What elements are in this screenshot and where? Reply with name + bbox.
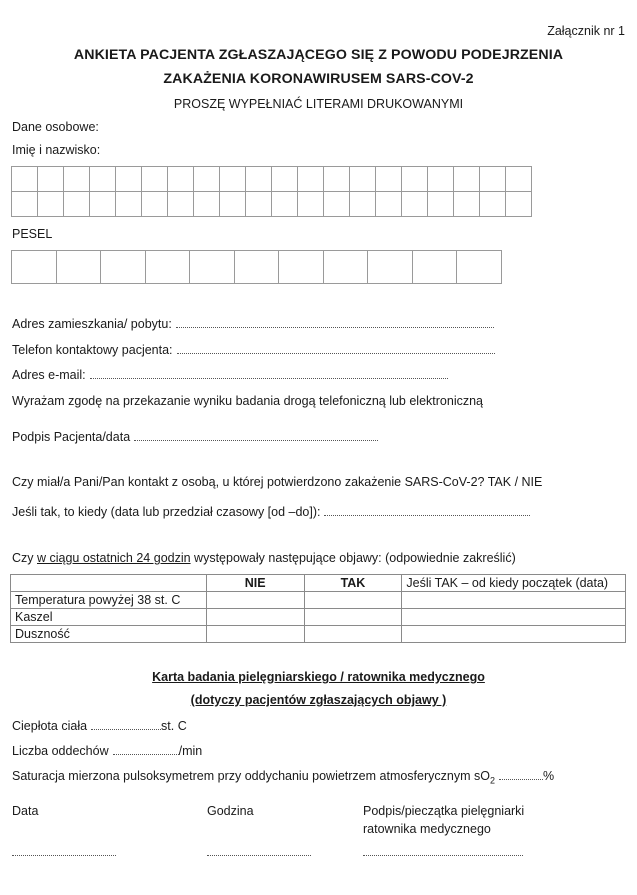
name-letter-box[interactable] xyxy=(453,191,480,217)
name-letter-box[interactable] xyxy=(427,191,454,217)
form-title-line1: ANKIETA PACJENTA ZGŁASZAJĄCEGO SIĘ Z POWODU PODEJRZENIA xyxy=(73,47,564,63)
name-letter-box[interactable] xyxy=(401,191,428,217)
footer-time-dotted-line[interactable] xyxy=(207,855,311,856)
name-letter-box[interactable] xyxy=(115,166,142,192)
name-letter-box[interactable] xyxy=(245,166,272,192)
name-letter-box[interactable] xyxy=(505,166,532,192)
header-nie: NIE xyxy=(206,575,304,592)
name-letter-box[interactable] xyxy=(37,166,64,192)
temperature-unit: st. C xyxy=(161,719,187,733)
pesel-digit-box[interactable] xyxy=(323,250,369,284)
contact-when-dotted-line[interactable] xyxy=(324,514,530,516)
name-letter-box[interactable] xyxy=(349,166,376,192)
respiration-unit: /min xyxy=(178,744,203,758)
personal-section-label: Dane osobowe: xyxy=(12,120,99,134)
address-field[interactable] xyxy=(12,317,494,331)
header-since: Jeśli TAK – od kiedy początek (data) xyxy=(402,575,626,592)
since-cell[interactable] xyxy=(402,592,626,609)
temperature-dotted-line[interactable] xyxy=(91,728,161,730)
pesel-digit-box[interactable] xyxy=(278,250,324,284)
name-letter-box[interactable] xyxy=(427,166,454,192)
signature-dotted-line[interactable] xyxy=(134,439,378,441)
name-letter-box[interactable] xyxy=(193,166,220,192)
phone-label: Telefon kontaktowy pacjenta: xyxy=(12,343,173,357)
symptoms-table xyxy=(10,574,626,643)
tak-cell[interactable] xyxy=(304,626,402,643)
signature-label: Podpis Pacjenta/data xyxy=(12,430,131,444)
name-letter-box[interactable] xyxy=(479,166,506,192)
name-letter-box[interactable] xyxy=(167,191,194,217)
address-label: Adres zamieszkania/ pobytu: xyxy=(12,317,172,331)
table-row xyxy=(11,592,626,609)
temperature-field[interactable] xyxy=(12,719,187,733)
symptom-temperature: Temperatura powyżej 38 st. C xyxy=(11,592,207,609)
form-title-line2: ZAKAŻENIA KORONAWIRUSEM SARS-COV-2 xyxy=(163,71,474,87)
patient-signature-field[interactable] xyxy=(12,430,378,444)
phone-dotted-line[interactable] xyxy=(177,352,495,354)
name-letter-box[interactable] xyxy=(89,191,116,217)
contact-when-field[interactable] xyxy=(12,505,530,519)
name-letter-box[interactable] xyxy=(167,166,194,192)
since-cell[interactable] xyxy=(402,626,626,643)
name-letter-box[interactable] xyxy=(11,166,38,192)
contact-question: Czy miał/a Pani/Pan kontakt z osobą, u której potwierdzono zakażenie SARS-CoV-2? TAK / NIE xyxy=(12,475,543,489)
symptom-cough: Kaszel xyxy=(11,609,207,626)
temperature-label: Ciepłota ciała xyxy=(12,719,88,733)
name-letter-box[interactable] xyxy=(219,166,246,192)
pesel-digit-box[interactable] xyxy=(189,250,235,284)
respiration-field[interactable] xyxy=(12,744,202,758)
footer-time-label: Godzina xyxy=(207,804,254,818)
name-letter-box[interactable] xyxy=(349,191,376,217)
phone-field[interactable] xyxy=(12,343,495,357)
name-letter-box[interactable] xyxy=(245,191,272,217)
name-letter-box[interactable] xyxy=(323,191,350,217)
header-empty xyxy=(11,575,207,592)
saturation-unit: % xyxy=(542,769,555,783)
name-letter-box[interactable] xyxy=(193,191,220,217)
consent-text: Wyrażam zgodę na przekazanie wyniku badania drogą telefoniczną lub elektroniczną xyxy=(12,394,483,408)
name-letter-box[interactable] xyxy=(297,191,324,217)
email-label: Adres e-mail: xyxy=(12,368,86,382)
nie-cell[interactable] xyxy=(206,592,304,609)
address-dotted-line[interactable] xyxy=(176,326,494,328)
table-row xyxy=(11,626,626,643)
name-letter-box[interactable] xyxy=(271,166,298,192)
name-grid-row xyxy=(12,192,532,217)
form-subtitle: PROSZĘ WYPEŁNIAĆ LITERAMI DRUKOWANYMI xyxy=(173,97,464,111)
name-letter-box[interactable] xyxy=(141,191,168,217)
contact-when-label: Jeśli tak, to kiedy (data lub przedział czasowy [od –do]): xyxy=(12,505,321,519)
table-row xyxy=(11,609,626,626)
footer-date-label: Data xyxy=(12,804,39,818)
footer-date-dotted-line[interactable] xyxy=(12,855,116,856)
name-letter-box[interactable] xyxy=(115,191,142,217)
pesel-digit-box[interactable] xyxy=(145,250,191,284)
pesel-digit-box[interactable] xyxy=(100,250,146,284)
pesel-row xyxy=(12,251,502,284)
name-letter-box[interactable] xyxy=(141,166,168,192)
nie-cell[interactable] xyxy=(206,626,304,643)
saturation-field[interactable] xyxy=(12,769,554,786)
since-cell[interactable] xyxy=(402,609,626,626)
pesel-digit-box[interactable] xyxy=(412,250,458,284)
symptoms-header-row xyxy=(11,575,626,592)
pesel-label: PESEL xyxy=(12,227,53,241)
respiration-label: Liczba oddechów xyxy=(12,744,109,758)
respiration-dotted-line[interactable] xyxy=(113,753,179,755)
name-letter-box[interactable] xyxy=(479,191,506,217)
name-letter-box[interactable] xyxy=(505,191,532,217)
email-field[interactable] xyxy=(12,368,448,382)
name-letter-box[interactable] xyxy=(89,166,116,192)
footer-sign-dotted-line[interactable] xyxy=(363,855,523,856)
name-letter-box[interactable] xyxy=(37,191,64,217)
name-letter-box[interactable] xyxy=(219,191,246,217)
name-letter-box[interactable] xyxy=(11,191,38,217)
tak-cell[interactable] xyxy=(304,609,402,626)
name-letter-box[interactable] xyxy=(271,191,298,217)
name-label: Imię i nazwisko: xyxy=(12,143,101,157)
name-letter-box[interactable] xyxy=(401,166,428,192)
saturation-label: Saturacja mierzona pulsoksymetrem przy oddychaniu powietrzem atmosferycznym sO xyxy=(12,769,490,783)
saturation-subscript: 2 xyxy=(489,775,495,786)
name-letter-box[interactable] xyxy=(323,166,350,192)
pesel-digit-box[interactable] xyxy=(56,250,102,284)
name-letter-box[interactable] xyxy=(453,166,480,192)
footer-sign-label-1: Podpis/pieczątka pielęgniarki xyxy=(363,804,525,818)
pesel-digit-box[interactable] xyxy=(234,250,280,284)
header-tak: TAK xyxy=(304,575,402,592)
name-letter-box[interactable] xyxy=(375,166,402,192)
name-grid-row xyxy=(12,167,532,192)
pesel-digit-box[interactable] xyxy=(367,250,413,284)
card-title-line2: (dotyczy pacjentów zgłaszających objawy ) xyxy=(190,693,447,707)
pesel-digit-box[interactable] xyxy=(11,250,57,284)
tak-cell[interactable] xyxy=(304,592,402,609)
nie-cell[interactable] xyxy=(206,609,304,626)
card-title-line1: Karta badania pielęgniarskiego / ratownika medycznego xyxy=(152,670,485,684)
email-dotted-line[interactable] xyxy=(90,377,448,379)
name-letter-box[interactable] xyxy=(297,166,324,192)
attachment-label: Załącznik nr 1 xyxy=(547,24,625,38)
pesel-digit-box[interactable] xyxy=(456,250,502,284)
name-letter-box[interactable] xyxy=(375,191,402,217)
saturation-dotted-line[interactable] xyxy=(499,778,543,780)
symptoms-intro: Czy w ciągu ostatnich 24 godzin występowały następujące objawy: (odpowiednie zakreślić) xyxy=(12,551,516,565)
footer-sign-label-2: ratownika medycznego xyxy=(363,822,491,836)
name-letter-box[interactable] xyxy=(63,191,90,217)
symptom-dyspnea: Duszność xyxy=(11,626,207,643)
name-letter-box[interactable] xyxy=(63,166,90,192)
